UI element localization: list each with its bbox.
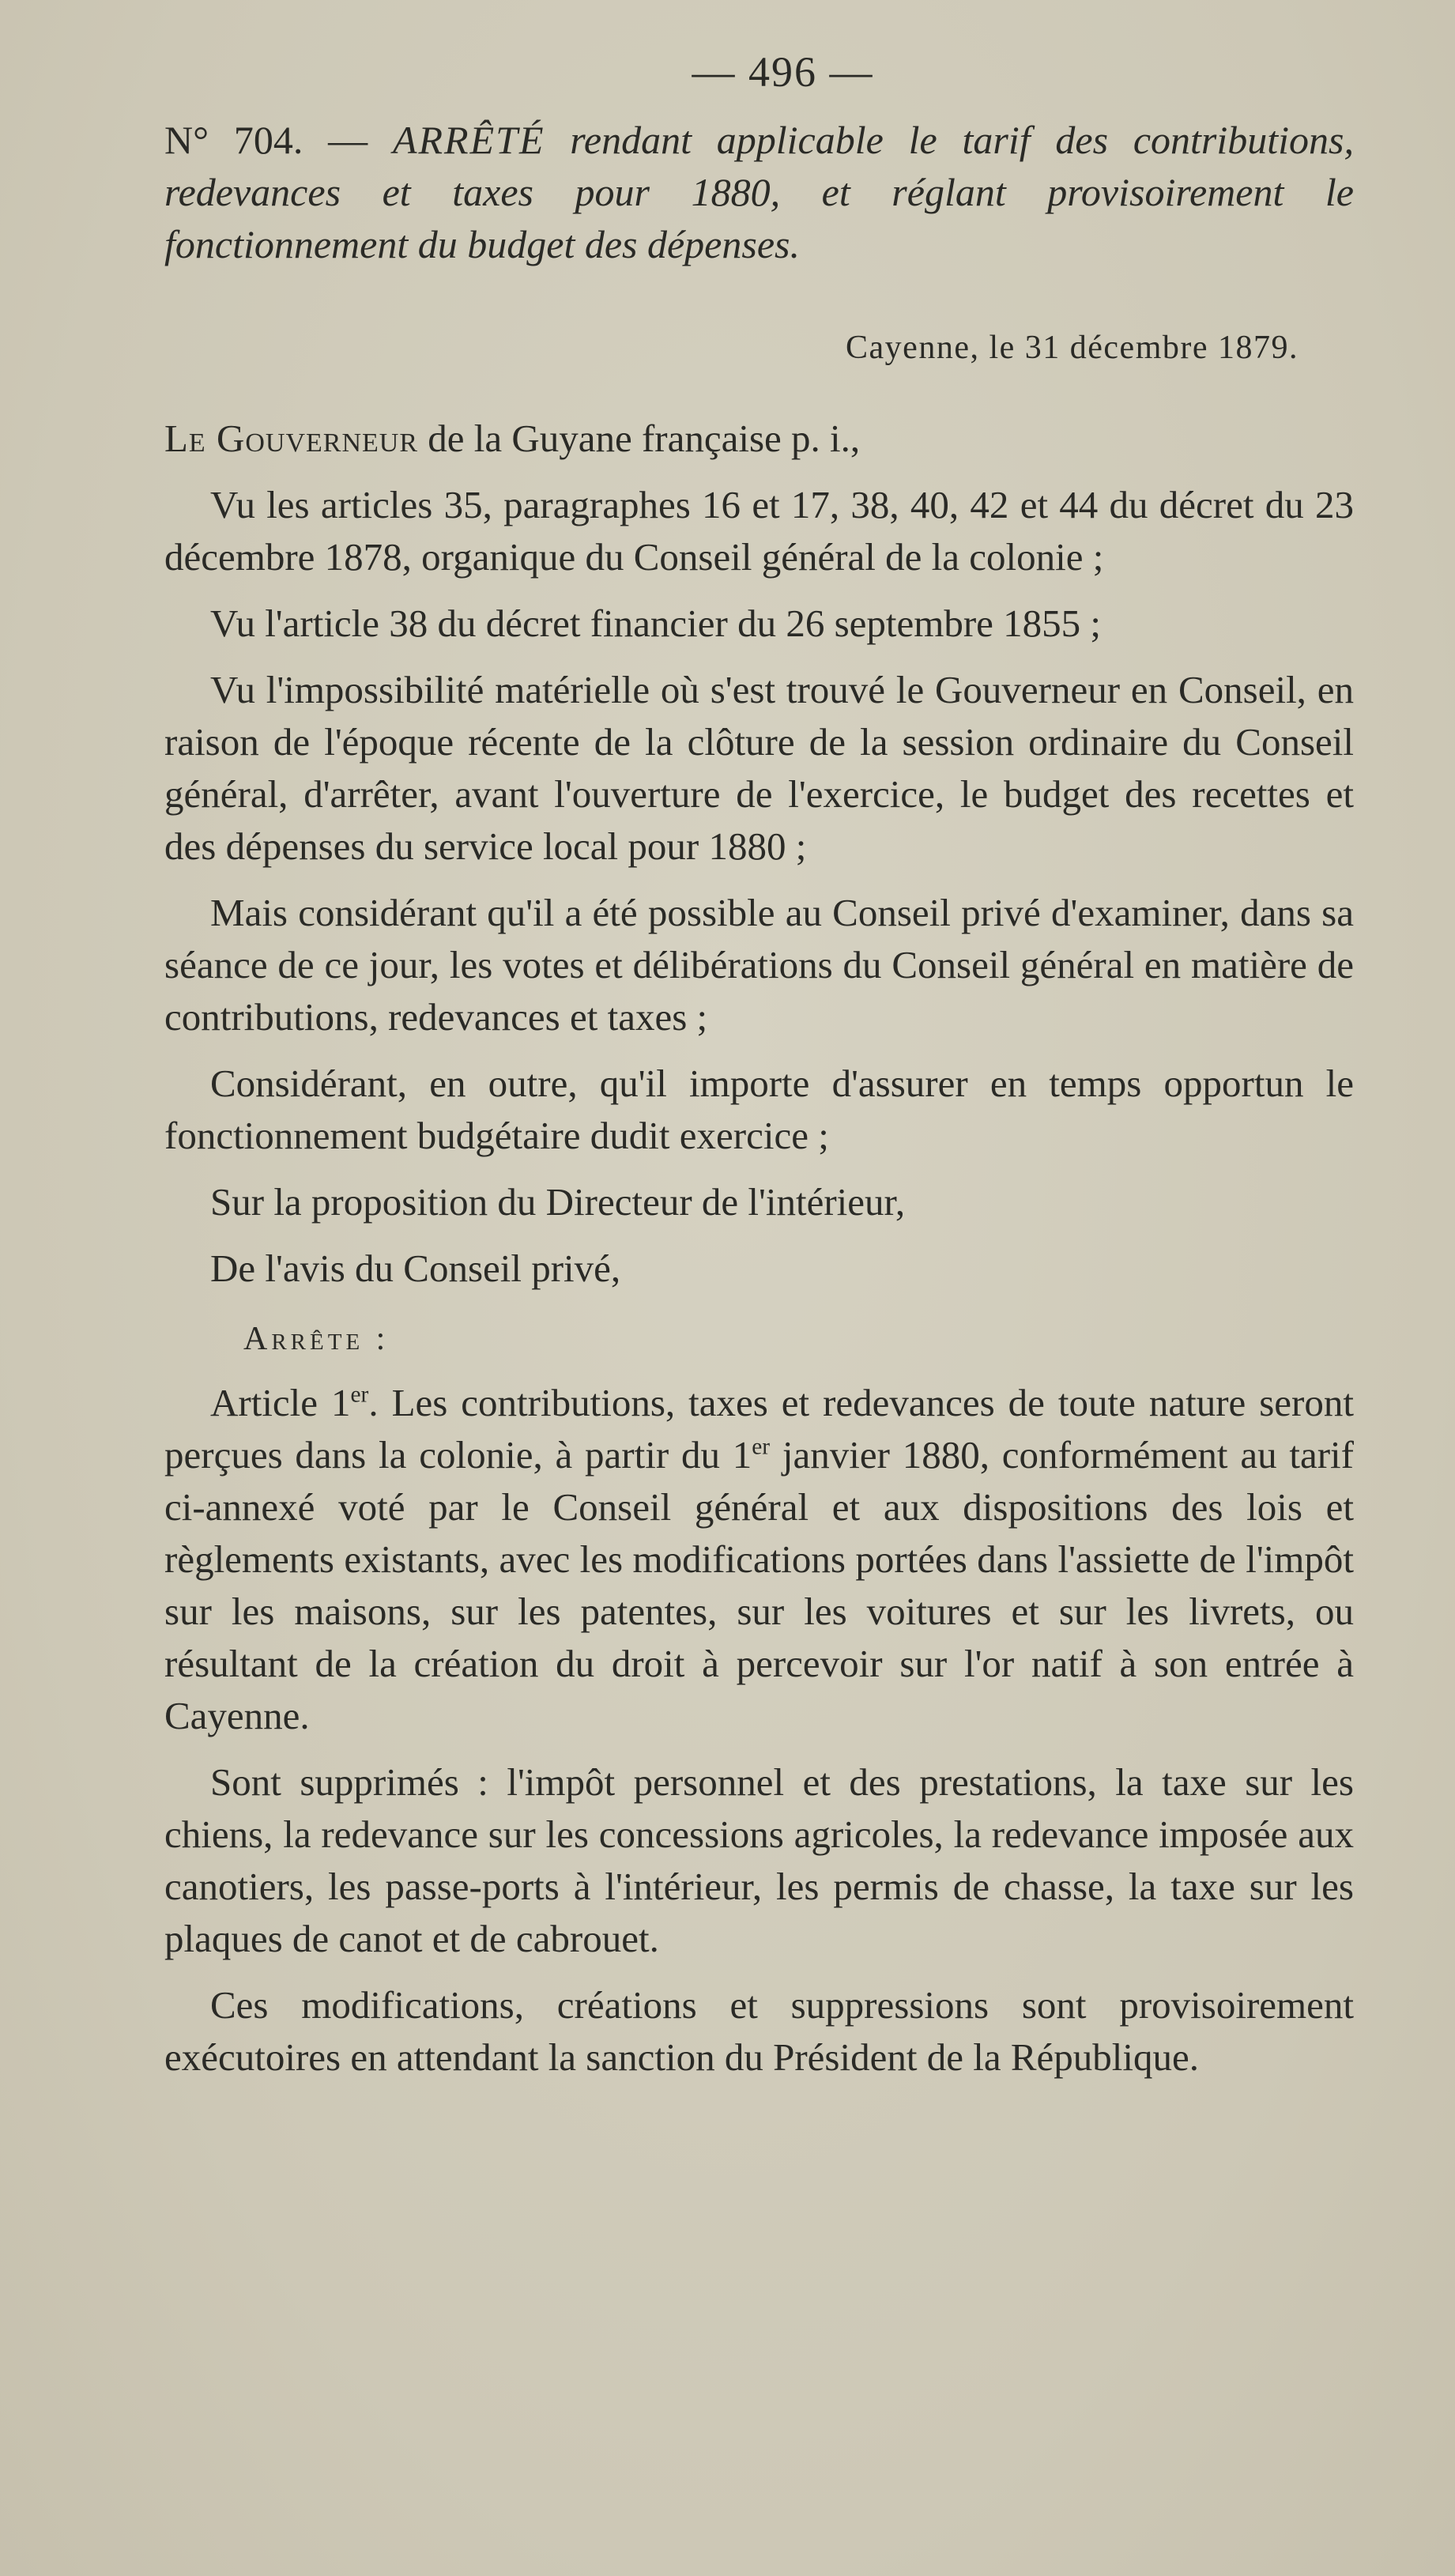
issuer-title: Le Gouverneur [164, 417, 418, 460]
article-1-text-b: janvier 1880, conformément au tarif ci-annexé voté par le Conseil général et aux dispositions des lois et règlements existants, avec les modifications portées dans l'assiette de l'impôt sur les maisons, sur les patentes, sur les voitures et sur les livrets, ou résultant de la création du droit à percevoir sur l'or natif à son entrée à Cayenne. [164, 1433, 1354, 1737]
article-1-sup: er [350, 1382, 369, 1408]
dateline: Cayenne, le 31 décembre 1879. [846, 330, 1299, 366]
decree-word: Arrête : [243, 1321, 390, 1357]
paragraph-visa-3: Vu l'impossibilité matérielle où s'est trouvé le Gouverneur en Conseil, en raison de l'époque récente de la clôture de la session ordinaire du Conseil général, d'arrêter, avant l'ouverture de l'exercice, le budget des recettes et des dépenses du service local pour 1880 ; [164, 668, 1354, 868]
issuer-line [164, 413, 1354, 465]
paragraph-visa-2: Vu l'article 38 du décret financier du 26 septembre 1855 ; [210, 602, 1102, 645]
act-heading [164, 114, 1354, 270]
heading-dash: — [303, 118, 393, 162]
paragraph-proposal: Sur la proposition du Directeur de l'intérieur, [210, 1180, 906, 1224]
paragraph-suppressions: Sont supprimés : l'impôt personnel et des prestations, la taxe sur les chiens, la redevance sur les concessions agricoles, la redevance imposée aux canotiers, les passe-ports à l'intérieur, les permis de chasse, la taxe sur les plaques de canot et de cabrouet. [164, 1760, 1354, 1960]
article-1-sup-2: er [752, 1434, 771, 1460]
paragraph-advice: De l'avis du Conseil privé, [210, 1247, 621, 1290]
act-title: rendant applicable le tarif des contributions, redevances et taxes pour 1880, et réglant provisoirement le fonctionnement du budget des dépenses. [164, 118, 1354, 266]
paragraph-considering-1: Mais considérant qu'il a été possible au Conseil privé d'examiner, dans sa séance de ce jour, les votes et délibérations du Conseil général en matière de contributions, redevances et taxes ; [164, 891, 1354, 1039]
paragraph-provisional: Ces modifications, créations et suppressions sont provisoirement exécutoires en attendant la sanction du Président de la République. [164, 1983, 1354, 2079]
act-type: ARRÊTÉ [392, 118, 545, 162]
page-number: — 496 — [692, 48, 874, 96]
issuer-rest: de la Guyane française p. i., [418, 417, 861, 460]
article-1-text-a: . Les contributions, taxes et redevances de toute nature seront perçues dans la colonie, à partir du 1 [164, 1381, 1354, 1477]
article-1 [164, 1377, 1354, 1742]
act-number: N° 704. [164, 118, 303, 162]
paragraph-visa-1: Vu les articles 35, paragraphes 16 et 17, 38, 40, 42 et 44 du décret du 23 décembre 1878, organique du Conseil général de la colonie ; [164, 483, 1354, 579]
document-body [164, 47, 1354, 2084]
paragraph-considering-2: Considérant, en outre, qu'il importe d'assurer en temps opportun le fonctionnement budgétaire dudit exercice ; [164, 1062, 1354, 1157]
article-1-label: Article 1 [210, 1381, 351, 1424]
